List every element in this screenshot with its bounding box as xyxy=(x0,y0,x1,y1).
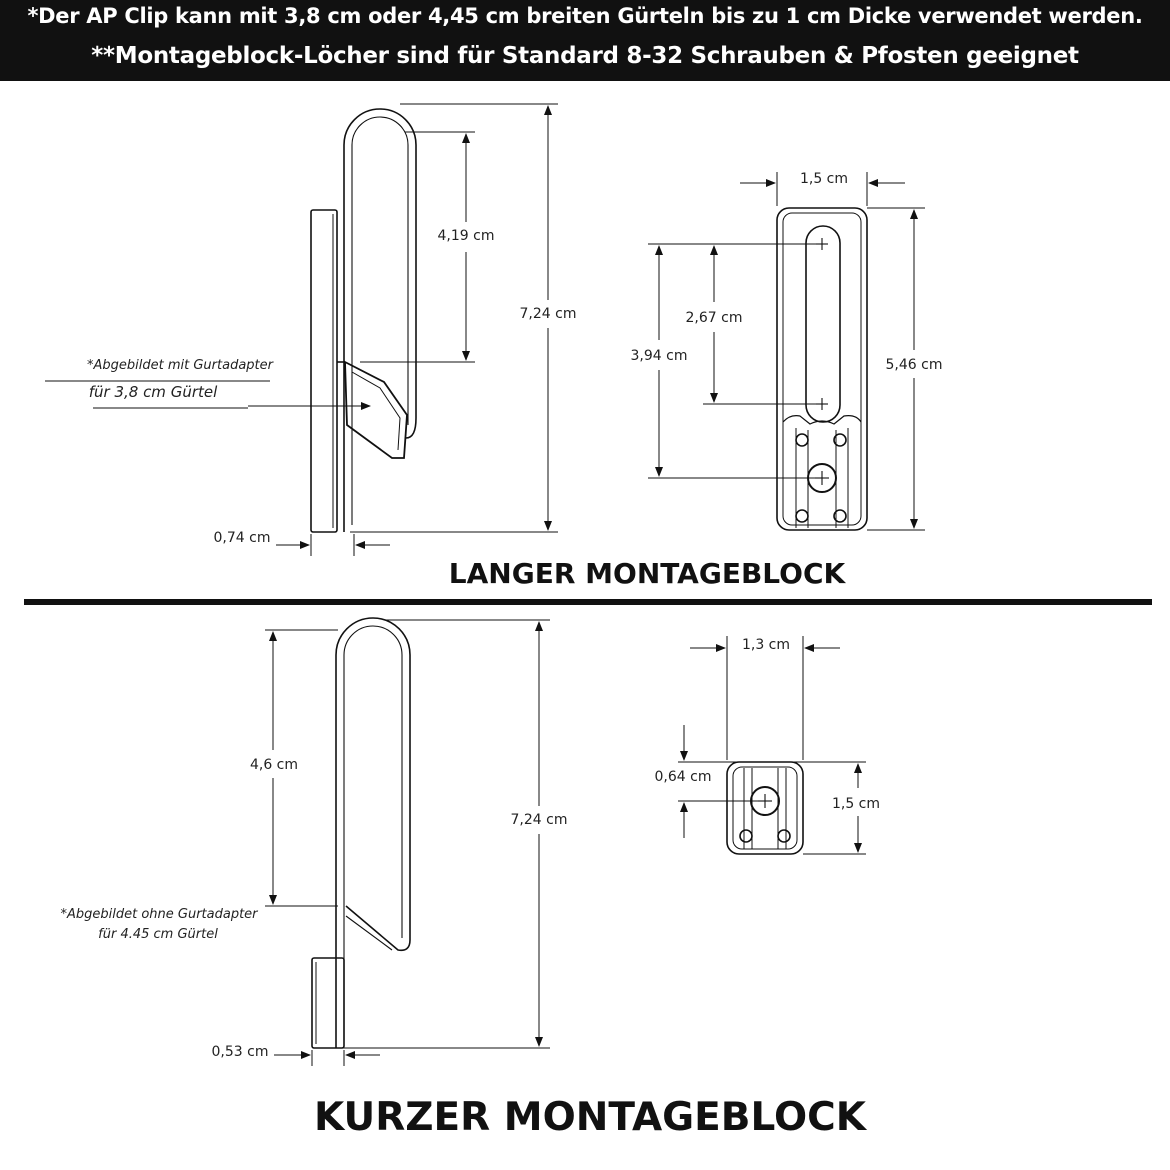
long-front-hole-spacing-label: 2,67 cm xyxy=(685,310,743,326)
long-front-height-label: 5,46 cm xyxy=(885,357,943,373)
long-front-slot xyxy=(806,226,840,422)
long-pin-bl xyxy=(796,510,808,522)
long-clip-outline xyxy=(344,109,416,532)
long-side-view xyxy=(311,109,416,532)
long-thickness-dim-label: 0,74 cm xyxy=(213,530,271,546)
short-block-title: KURZER MONTAGEBLOCK xyxy=(314,1095,866,1140)
banner-belt-note: *Der AP Clip kann mit 3,8 cm oder 4,45 cm breiten Gürteln bis zu 1 cm Dicke verwendet werden. xyxy=(27,4,1143,28)
long-adapter-note-line1: *Abgebildet mit Gurtadapter xyxy=(87,358,273,373)
short-clip-outline xyxy=(336,618,410,1048)
short-front-hole-mark xyxy=(758,794,772,808)
long-front-hole-marks xyxy=(815,238,829,485)
short-side-dimensions xyxy=(265,620,550,1066)
short-height-dim-label: 7,24 cm xyxy=(510,812,568,828)
long-side-dimensions xyxy=(45,104,558,556)
long-pin-tl xyxy=(796,434,808,446)
long-block-title: LANGER MONTAGEBLOCK xyxy=(448,557,846,590)
short-pin-right xyxy=(778,830,790,842)
short-front-width-label: 1,3 cm xyxy=(741,637,791,653)
short-front-hole-offset-label: 0,64 cm xyxy=(654,769,712,785)
long-belt-adapter xyxy=(345,362,407,458)
long-front-dimensions xyxy=(648,172,925,530)
short-front-dimensions xyxy=(678,636,866,854)
long-front-width-label: 1,5 cm xyxy=(799,171,849,187)
short-adapter-note-line1: *Abgebildet ohne Gurtadapter xyxy=(60,907,258,922)
short-pin-left xyxy=(740,830,752,842)
long-height-dim-label: 7,24 cm xyxy=(519,306,577,322)
short-front-height-label: 1,5 cm xyxy=(831,796,881,812)
short-thickness-dim-label: 0,53 cm xyxy=(211,1044,269,1060)
long-front-hole-to-bottom-label: 3,94 cm xyxy=(630,348,688,364)
short-mounting-block xyxy=(312,958,344,1048)
short-slot-dim-label: 4,6 cm xyxy=(249,757,299,773)
long-slot-dim-label: 4,19 cm xyxy=(437,228,495,244)
long-adapter-note-line2: für 3,8 cm Gürtel xyxy=(88,383,218,401)
short-adapter-note-line2: für 4.45 cm Gürtel xyxy=(98,927,218,942)
short-side-view xyxy=(312,618,410,1048)
section-divider xyxy=(24,599,1152,605)
banner-screw-note: **Montageblock-Löcher sind für Standard 8-32 Schrauben & Pfosten geeignet xyxy=(91,43,1079,69)
